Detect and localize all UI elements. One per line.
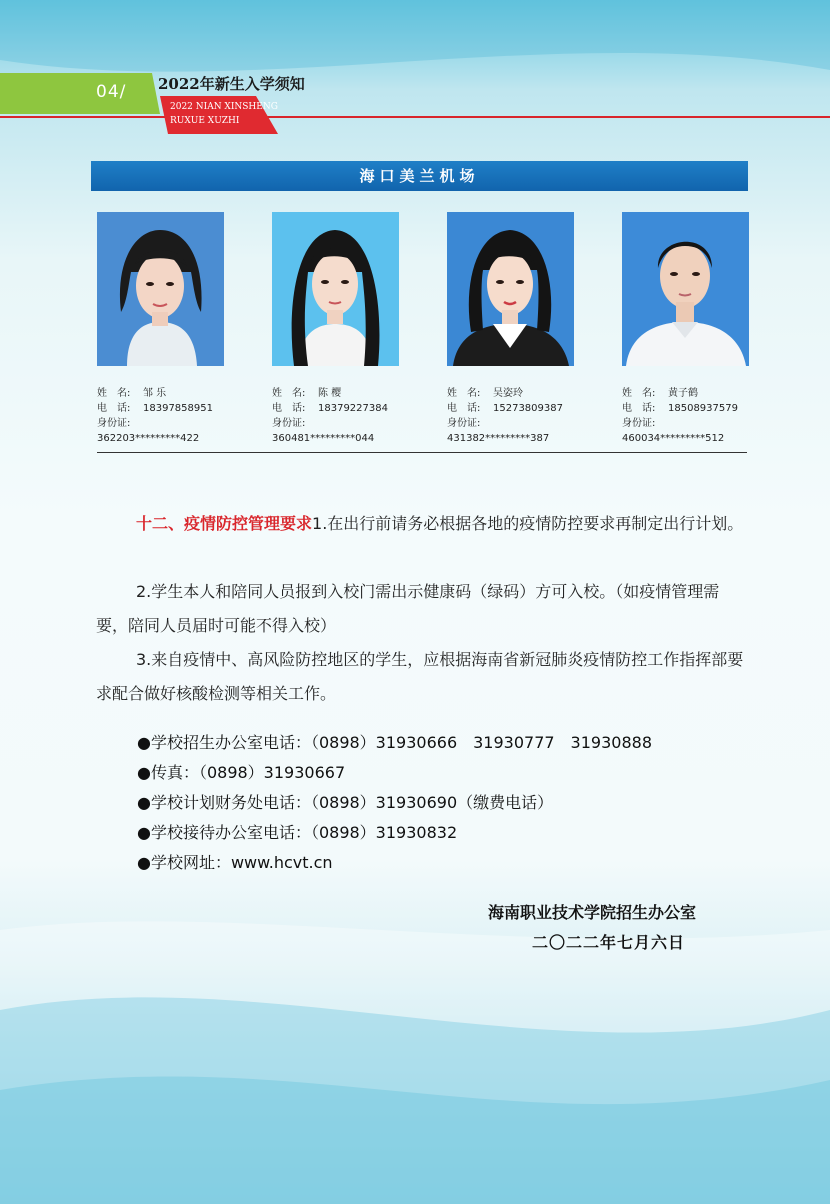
staff-photo: [447, 212, 574, 366]
page-number: 04/: [96, 82, 127, 102]
name-label: 姓 名:: [272, 388, 306, 399]
staff-name: 吴姿玲: [493, 388, 523, 399]
staff-name: 邹 乐: [143, 388, 167, 399]
paragraph-3: [96, 643, 748, 711]
phone-label: 电 话:: [272, 403, 306, 414]
contact-website[interactable]: ●学校网址：www.hcvt.cn: [137, 853, 333, 872]
staff-id: 360481*********044: [272, 433, 375, 444]
id-label: 身份证:: [622, 418, 656, 429]
phone-label: 电 话:: [97, 403, 131, 414]
header-divider: [0, 116, 830, 118]
header-green-tab: [0, 73, 160, 114]
staff-info: [272, 386, 399, 446]
staff-info: [97, 386, 224, 446]
staff-photo: [97, 212, 224, 366]
contact-list: [137, 728, 652, 878]
staff-card: [97, 212, 224, 446]
staff-card: [272, 212, 399, 446]
staff-photo: [272, 212, 399, 366]
name-label: 姓 名:: [97, 388, 131, 399]
id-label: 身份证:: [447, 418, 481, 429]
id-label: 身份证:: [272, 418, 306, 429]
staff-card: [622, 212, 749, 446]
header-title: 2022年新生入学须知: [158, 75, 305, 93]
staff-id: 460034*********512: [622, 433, 725, 444]
staff-name: 陈 樱: [318, 388, 342, 399]
contact-finance-phone: ●学校计划财务处电话：（0898）31930690（缴费电话）: [137, 793, 554, 812]
contact-admissions-phone: ●学校招生办公室电话：（0898）31930666 31930777 31930888: [137, 733, 652, 752]
header-subtitle-en: [170, 100, 278, 128]
staff-info: [622, 386, 749, 446]
name-label: 姓 名:: [622, 388, 656, 399]
staff-photo: [622, 212, 749, 366]
id-label: 身份证:: [97, 418, 131, 429]
section-heading: 十二、疫情防控管理要求: [136, 514, 313, 533]
paragraph-3-text: 3.来自疫情中、高风险防控地区的学生，应根据海南省新冠肺炎疫情防控工作指挥部要求配合做好核酸检测等相关工作。: [96, 650, 744, 703]
staff-info: [447, 386, 574, 446]
staff-id: 362203*********422: [97, 433, 200, 444]
paragraph-1-text: 1.在出行前请务必根据各地的疫情防控要求再制定出行计划。: [312, 514, 744, 533]
staff-phone: 18379227384: [318, 403, 388, 414]
header-subtitle-line1: 2022 NIAN XINSHENG: [170, 102, 278, 112]
header-subtitle-line2: RUXUE XUZHI: [170, 116, 240, 126]
paragraph-1: [96, 507, 748, 541]
paragraph-2: [96, 575, 748, 643]
section-bar-airport: 海口美兰机场: [91, 161, 748, 191]
name-label: 姓 名:: [447, 388, 481, 399]
staff-id: 431382*********387: [447, 433, 550, 444]
staff-phone: 18508937579: [668, 403, 738, 414]
staff-phone: 15273809387: [493, 403, 563, 414]
staff-phone: 18397858951: [143, 403, 213, 414]
phone-label: 电 话:: [622, 403, 656, 414]
staff-card: [447, 212, 574, 446]
contact-fax: ●传真：（0898）31930667: [137, 763, 346, 782]
contact-reception-phone: ●学校接待办公室电话：（0898）31930832: [137, 823, 458, 842]
staff-divider: [97, 452, 747, 453]
staff-name: 黄子鹤: [668, 388, 698, 399]
signature-date: 二〇二二年七月六日: [532, 933, 686, 952]
paragraph-2-text: 2.学生本人和陪同人员报到入校门需出示健康码（绿码）方可入校。（如疫情管理需要，陪同人员届时可能不得入校）: [96, 582, 720, 635]
phone-label: 电 话:: [447, 403, 481, 414]
signature-org: 海南职业技术学院招生办公室: [488, 903, 697, 922]
